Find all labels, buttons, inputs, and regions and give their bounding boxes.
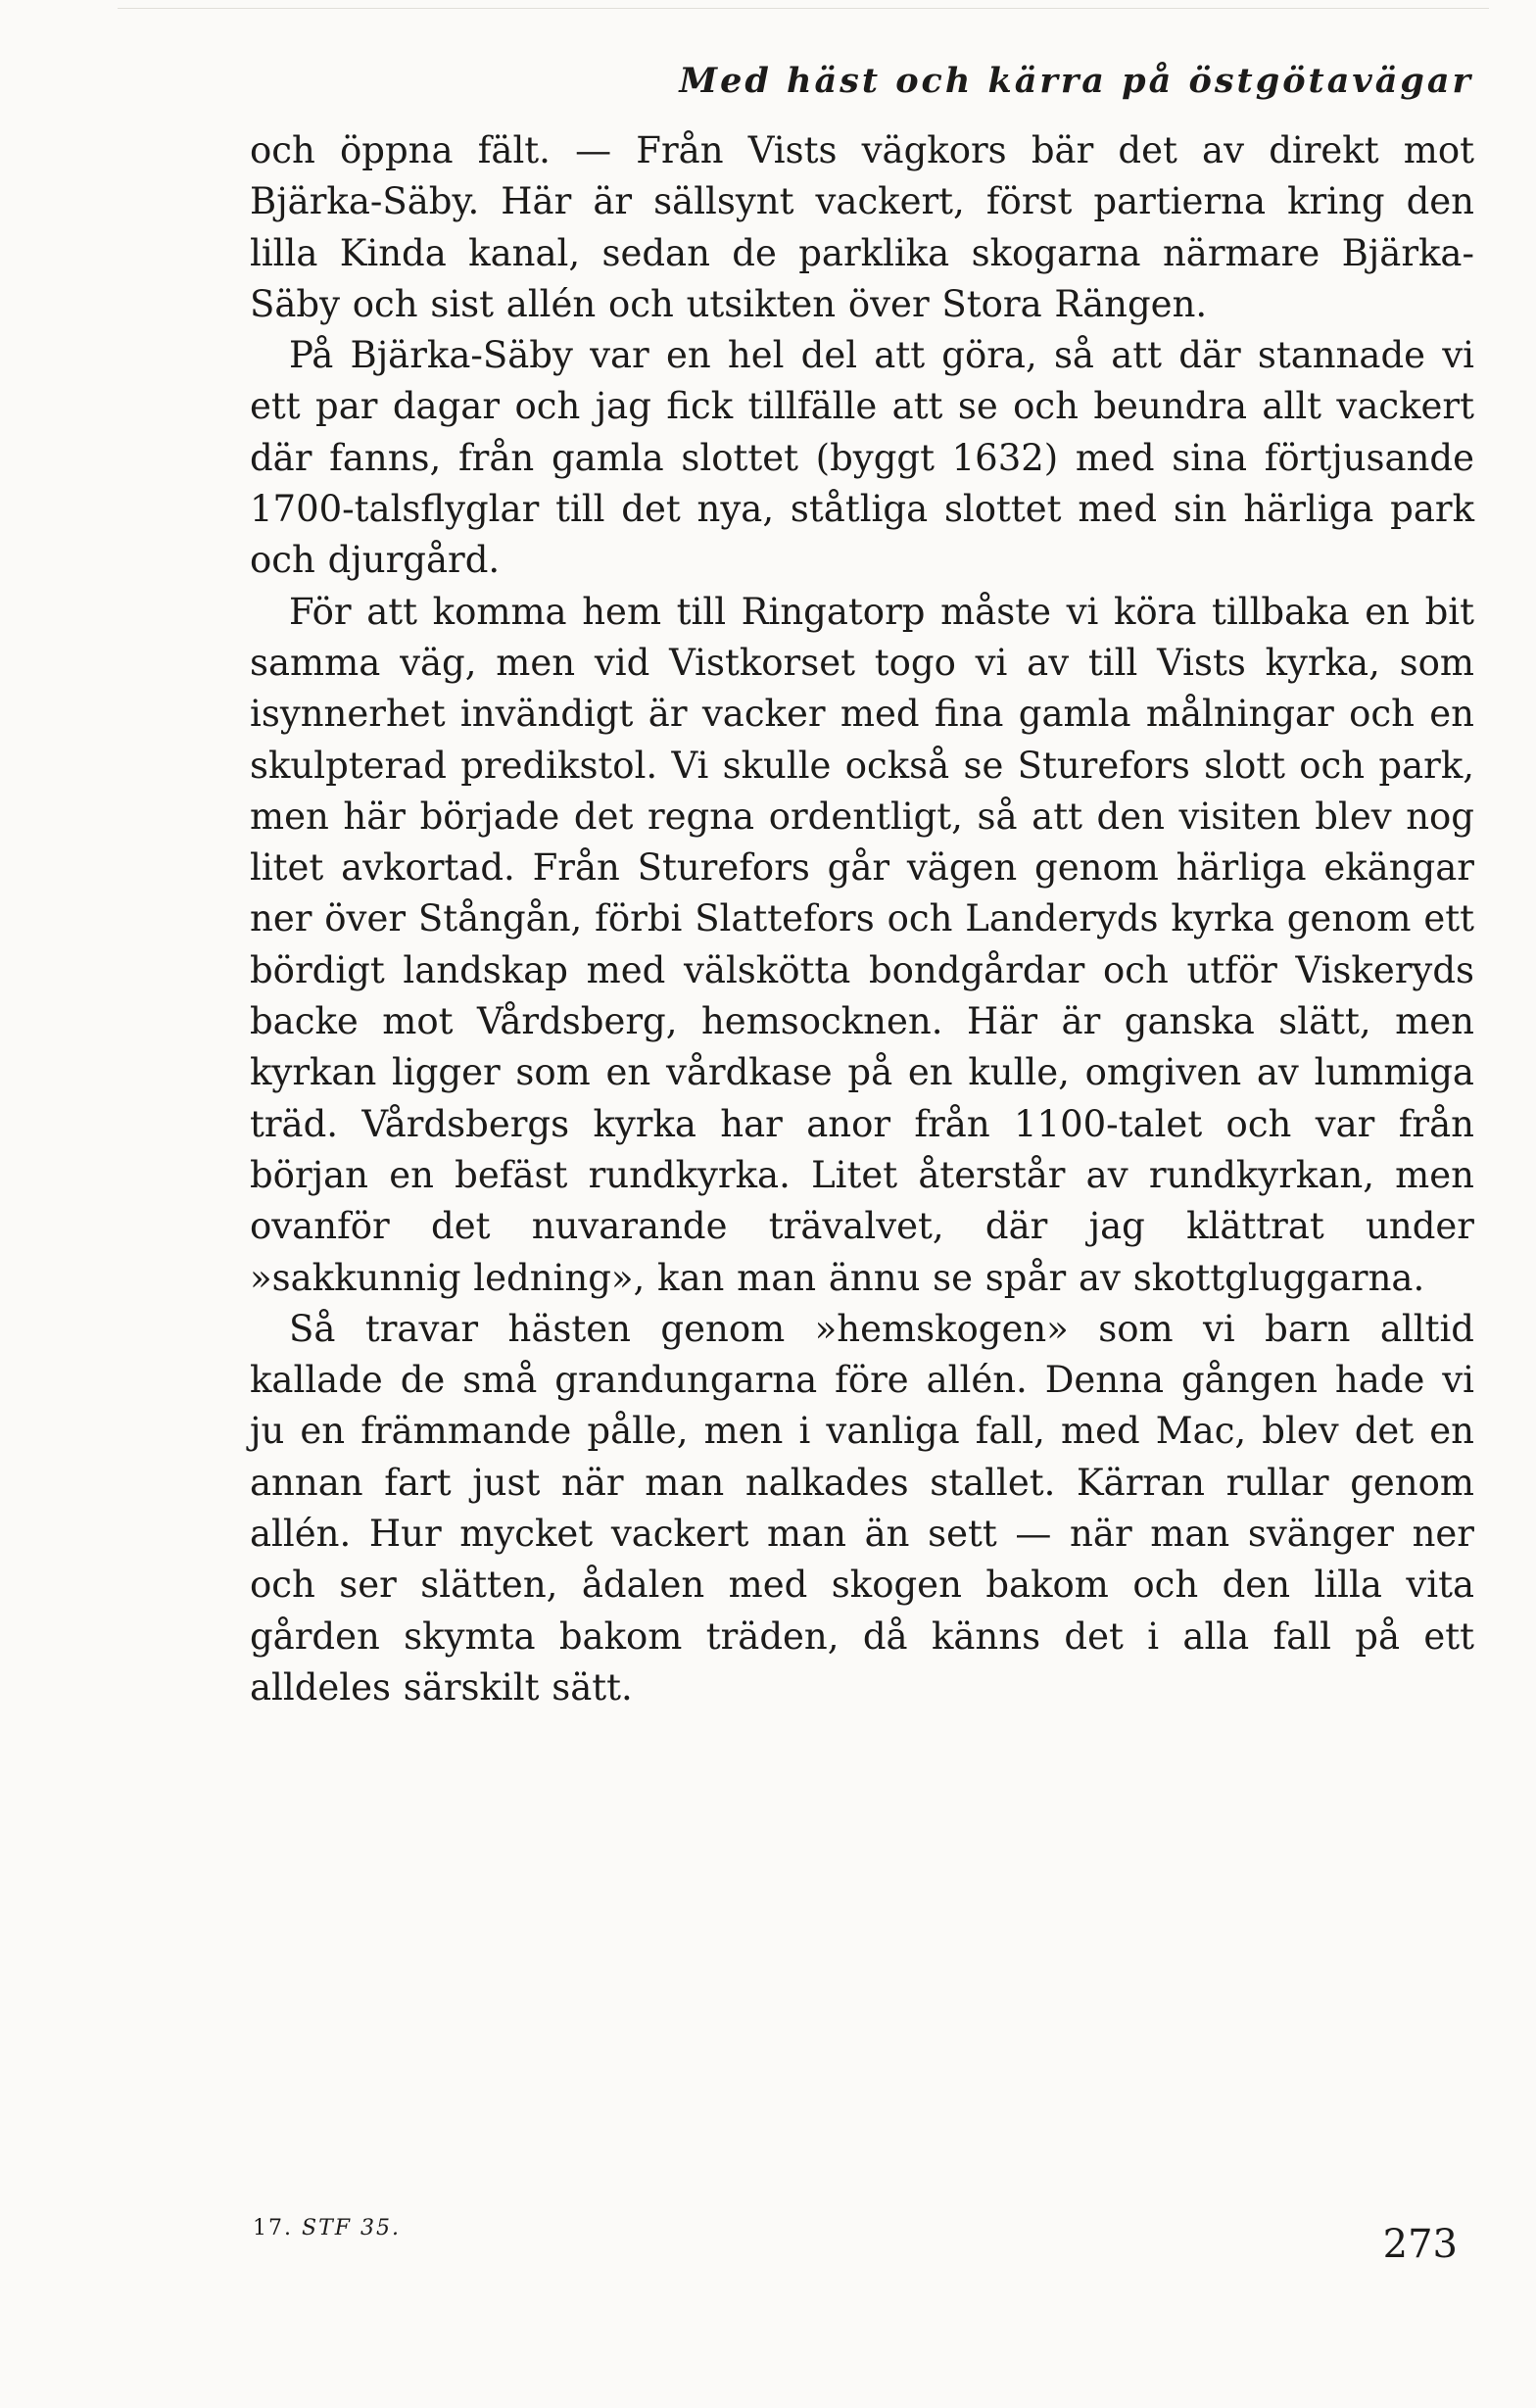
signature-number: 17. bbox=[253, 2216, 293, 2240]
signature-code: STF 35. bbox=[302, 2216, 401, 2240]
paragraph: För att komma hem till Ringatorp måste vi köra tillbaka en bit samma väg, men vid Vistkorset togo vi av till Vists kyrka, som isynnerhet invändigt är vacker med fina gamla målningar och en skulpterad predikstol. Vi skulle också se Sturefors slott och park, men här började det regna ordentligt, så att den visiten blev nog litet avkortad. Från Sturefors går vägen genom härliga ekängar ner över Stångån, förbi Slattefors och Landeryds kyrka genom ett bördigt landskap med välskötta bondgårdar och utför Viskeryds backe mot Vårdsberg, hemsocknen. Här är ganska slätt, men kyrkan ligger som en vårdkase på en kulle, omgiven av lummiga träd. Vårdsbergs kyrka har anor från 1100-talet och var från början en befäst rundkyrka. Litet återstår av rundkyrkan, men ovanför det nuvarande trävalvet, där jag klättrat under »sakkunnig ledning», kan man ännu se spår av skottgluggarna. bbox=[250, 590, 1474, 1299]
paragraph: och öppna fält. — Från Vists vägkors bär det av direkt mot Bjärka-Säby. Här är sällsynt vackert, först partierna kring den lilla Kinda kanal, sedan de parklika skogarna närmare Bjärka-Säby och sist allén och utsikten över Stora Rängen. bbox=[250, 129, 1474, 325]
body-text bbox=[250, 125, 1474, 1713]
paragraph: På Bjärka-Säby var en hel del att göra, så att där stannade vi ett par dagar och jag fick tillfälle att se och beundra allt vackert där fanns, från gamla slottet (byggt 1632) med sina förtjusande 1700-talsflyglar till det nya, ståtliga slottet med sin härliga park och djurgård. bbox=[250, 334, 1474, 582]
page-number: 273 bbox=[1382, 2222, 1458, 2267]
printer-signature bbox=[253, 2216, 401, 2240]
paragraph: Så travar hästen genom »hemskogen» som vi barn alltid kallade de små grandungarna före allén. Denna gången hade vi ju en främmande pålle, men i vanliga fall, med Mac, blev det en annan fart just när man nalkades stallet. Kärran rullar genom allén. Hur mycket vackert man än sett — när man svänger ner och ser slätten, ådalen med skogen bakom och den lilla vita gården skymta bakom träden, då känns det i alla fall på ett alldeles särskilt sätt. bbox=[250, 1307, 1474, 1709]
running-header: Med häst och kärra på östgötavägar bbox=[679, 61, 1473, 101]
page-top-edge bbox=[118, 8, 1489, 9]
